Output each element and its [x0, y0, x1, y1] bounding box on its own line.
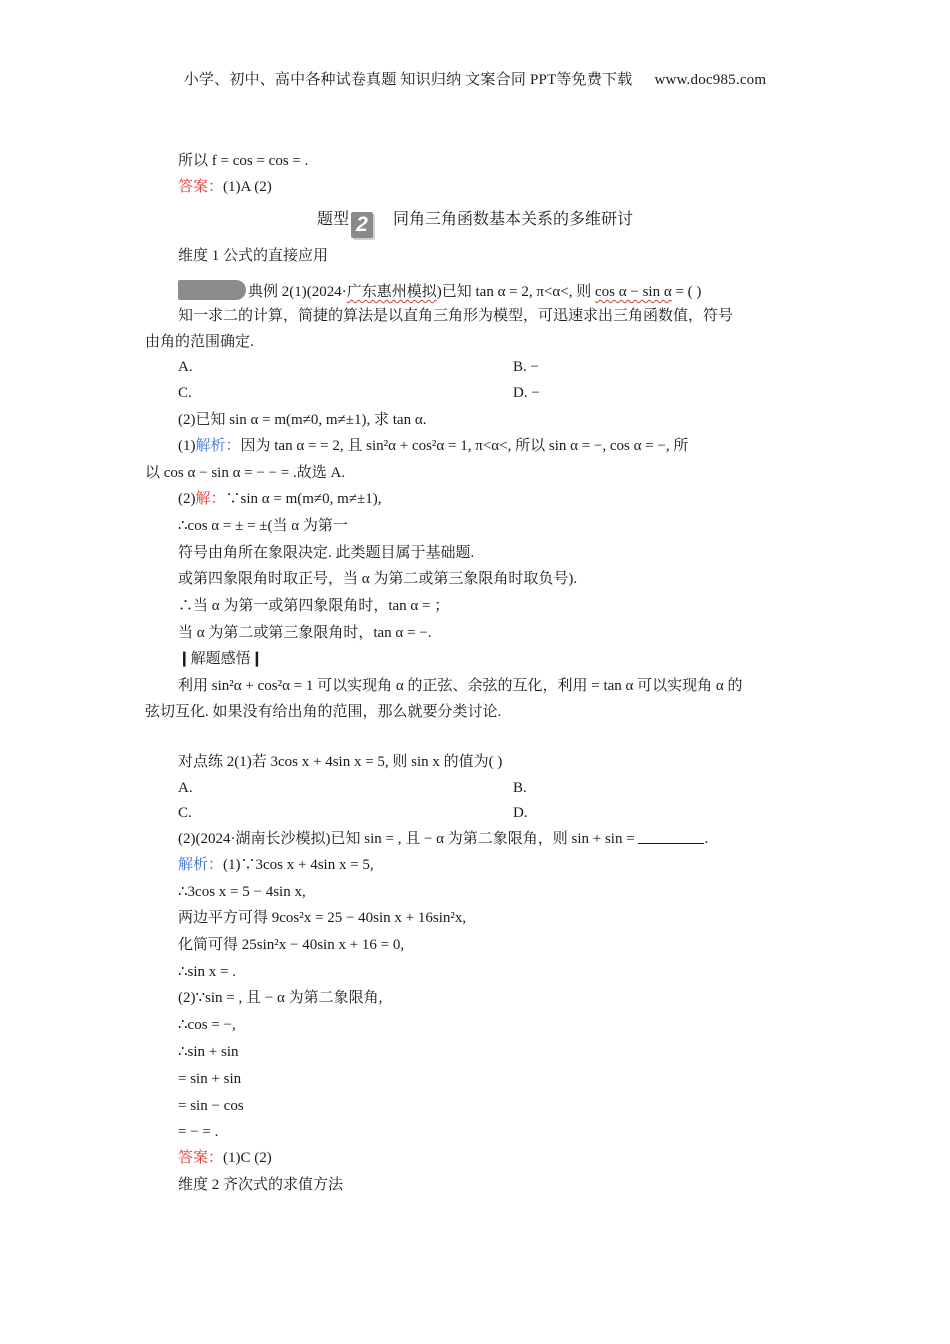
solution-label: 解：	[195, 491, 226, 507]
solution-text: ∵sin α = m(m≠0, m≠±1),	[225, 491, 382, 507]
tag-pill-icon	[178, 280, 246, 300]
option-a: A.	[178, 780, 193, 796]
question-text: (2)(2024·湖南长沙模拟)已知 sin = , 且 − α 为第二象限角，则 sin + sin =	[178, 831, 639, 847]
dimension-heading: 维度 1 公式的直接应用	[178, 248, 329, 264]
option-c: C.	[178, 805, 192, 821]
text-line: 当 α 为第二或第三象限角时，tan α = −.	[178, 625, 432, 641]
example-text-a: 典例 2(1)(2024·	[248, 284, 347, 300]
answer-value: (1)C (2)	[223, 1150, 272, 1166]
text-line: 利用 sin²α + cos²α = 1 可以实现角 α 的正弦、余弦的互化，利用 = tan α 可以实现角 α 的	[178, 678, 743, 694]
page-header	[0, 68, 950, 89]
option-b: B. −	[513, 359, 539, 375]
text-line: 以 cos α − sin α = − − = .故选 A.	[145, 465, 346, 481]
text-line: ∴当 α 为第一或第四象限角时，tan α = ；	[178, 598, 450, 614]
solution-number: (2)	[178, 491, 196, 507]
example-text-d: cos α − sin α	[595, 284, 672, 300]
example-text-e: = ( )	[671, 284, 702, 300]
text-line: ∴cos = −,	[178, 1017, 236, 1033]
text-line: 两边平方可得 9cos²x = 25 − 40sin x + 16sin²x,	[178, 910, 467, 926]
text-line: 所以 f = cos = cos = .	[178, 153, 309, 169]
text-line: = sin + sin	[178, 1071, 242, 1087]
answer-line	[178, 177, 272, 197]
option-a: A.	[178, 359, 193, 375]
answer-label: 答案：	[178, 1150, 224, 1166]
text-line: 知一求二的计算，简捷的算法是以直角三角形为模型，可迅速求出三角函数值，符号	[178, 308, 734, 324]
analysis-text: (1)∵3cos x + 4sin x = 5,	[223, 857, 374, 873]
options-row	[178, 803, 528, 823]
question-end: .	[704, 831, 709, 847]
insight-heading: ❙解题感悟❙	[178, 651, 264, 667]
text-line: (2)已知 sin α = m(m≠0, m≠±1), 求 tan α.	[178, 412, 427, 428]
question-line	[178, 829, 708, 849]
option-c: C.	[178, 385, 192, 401]
analysis-line	[178, 436, 688, 456]
example-line	[178, 280, 701, 302]
answer-blank	[638, 831, 704, 844]
solution-line	[178, 489, 382, 509]
options-row	[178, 383, 540, 403]
text-line: 由角的范围确定.	[145, 334, 254, 350]
option-d: D. −	[513, 385, 540, 401]
option-b: B.	[513, 780, 527, 796]
practice-heading: 对点练 2(1)若 3cos x + 4sin x = 5, 则 sin x 的值为( )	[178, 754, 503, 770]
text-line: 化简可得 25sin²x − 40sin x + 16 = 0,	[178, 937, 405, 953]
option-d: D.	[513, 805, 528, 821]
text-line: ∴sin x = .	[178, 964, 237, 980]
analysis-line	[178, 855, 374, 875]
analysis-label: 解析：	[178, 857, 224, 873]
answer-value: (1)A (2)	[223, 179, 272, 195]
example-text-b: 广东惠州模拟	[346, 284, 437, 300]
header-text: 小学、初中、高中各种试卷真题 知识归纳 文案合同 PPT等免费下载	[183, 72, 633, 88]
analysis-text: 因为 tan α = = 2, 且 sin²α + cos²α = 1, π<α<, 所以 sin α = −, cos α = −, 所	[240, 438, 689, 454]
header-site[interactable]: www.doc985.com	[654, 72, 767, 88]
answer-line	[178, 1148, 272, 1168]
dimension-heading: 维度 2 齐次式的求值方法	[178, 1177, 344, 1193]
section-title	[0, 206, 950, 238]
analysis-number: (1)	[178, 438, 196, 454]
analysis-label: 解析：	[195, 438, 241, 454]
title-text: 同角三角函数基本关系的多维研讨	[393, 211, 634, 228]
options-row	[178, 778, 527, 798]
text-line: 或第四象限角时取正号，当 α 为第二或第三象限角时取负号).	[178, 571, 578, 587]
answer-label: 答案：	[178, 179, 224, 195]
text-line: (2)∵sin = , 且 − α 为第二象限角,	[178, 990, 383, 1006]
text-line: ∴sin + sin	[178, 1044, 239, 1060]
text-line: 符号由角所在象限决定. 此类题目属于基础题.	[178, 545, 475, 561]
text-line: = − = .	[178, 1124, 219, 1140]
text-line: = sin − cos	[178, 1098, 244, 1114]
text-line: ∴cos α = ± = ±(当 α 为第一	[178, 518, 348, 534]
title-prefix: 题型	[316, 211, 349, 228]
number-badge-icon: 2	[351, 212, 373, 238]
text-line: ∴3cos x = 5 − 4sin x,	[178, 884, 306, 900]
options-row	[178, 357, 539, 377]
text-line: 弦切互化. 如果没有给出角的范围，那么就要分类讨论.	[145, 704, 502, 720]
example-text-c: )已知 tan α = 2, π<α<, 则	[436, 284, 595, 300]
